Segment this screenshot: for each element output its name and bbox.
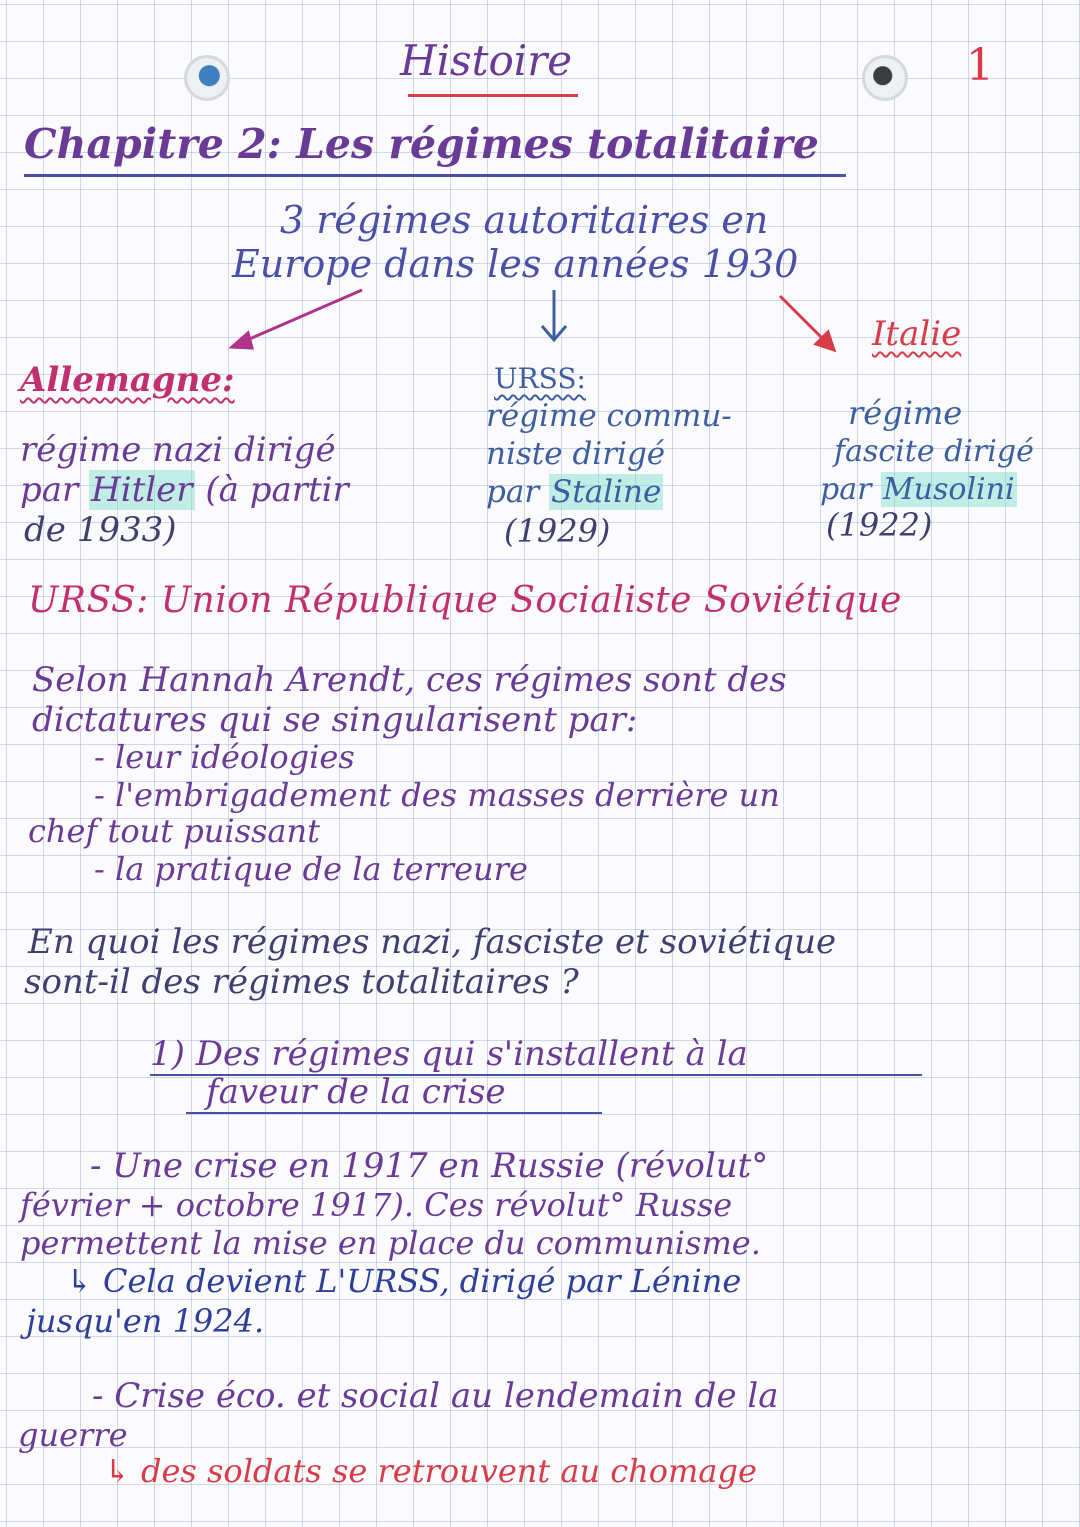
intro-line-1: 3 régimes autoritaires en: [280, 198, 769, 242]
urss-leader: Staline: [551, 474, 662, 510]
regime-italie-name: Italie: [872, 314, 962, 354]
urss-line-2: niste dirigé: [486, 436, 666, 472]
arendt-item-3: - la pratique de la terreure: [94, 850, 528, 888]
chapter-underline: [24, 174, 846, 177]
arendt-item-1: - leur idéologies: [94, 738, 355, 776]
arrow-left-icon: [232, 290, 362, 348]
italie-line-4: (1922): [826, 506, 933, 544]
italie-line-2: fascite dirigé: [834, 434, 1034, 469]
arrow-right-icon: [780, 296, 834, 350]
italie-line-3: [820, 472, 1017, 507]
chapter-title: Chapitre 2: Les régimes totalitaire: [24, 120, 819, 168]
crise-1-line-5: jusqu'en 1924.: [26, 1302, 265, 1340]
crise-1-line-2: février + octobre 1917). Ces révolut° Russe: [20, 1186, 733, 1224]
section-1-line-2: faveur de la crise: [206, 1072, 506, 1112]
crise-1-line-3: permettent la mise en place du communisme.: [20, 1224, 761, 1262]
urss-par: par: [486, 474, 549, 510]
allemagne-partir: (à partir: [194, 470, 349, 510]
regime-allemagne-name: Allemagne:: [20, 360, 235, 400]
question-line-2: sont-il des régimes totalitaires ?: [24, 962, 579, 1002]
allemagne-leader: Hitler: [91, 470, 193, 510]
urss-line-1: régime commu-: [486, 398, 732, 434]
crise-2-line-3: ↳ des soldats se retrouvent au chomage: [104, 1452, 757, 1490]
crise-1-line-4: ↳ Cela devient L'URSS, dirigé par Lénine: [66, 1262, 742, 1300]
arendt-line-2: dictatures qui se singularisent par:: [32, 700, 638, 740]
urss-definition: URSS: Union République Socialiste Soviétique: [28, 580, 902, 621]
crise-2-line-1: - Crise éco. et social au lendemain de la: [92, 1376, 779, 1416]
binder-hole-left: [184, 55, 230, 101]
section-1-underline-2: [186, 1112, 602, 1114]
binder-hole-right: [862, 55, 908, 101]
allemagne-par: par: [20, 470, 90, 510]
intro-line-2: Europe dans les années 1930: [232, 242, 799, 286]
arendt-item-2: - l'embrigadement des masses derrière un: [94, 776, 780, 814]
arendt-line-1: Selon Hannah Arendt, ces régimes sont des: [32, 660, 787, 700]
allemagne-line-2: [20, 470, 349, 510]
section-1-line-1: 1) Des régimes qui s'installent à la: [150, 1034, 748, 1074]
arrow-down-icon: [542, 290, 566, 340]
allemagne-line-1: régime nazi dirigé: [20, 430, 336, 470]
italie-line-1: régime: [848, 394, 963, 432]
urss-line-3: [486, 474, 663, 510]
urss-line-4: (1929): [504, 512, 611, 550]
page-number: 1: [966, 40, 994, 91]
allemagne-line-3: de 1933): [24, 510, 177, 550]
crise-2-line-2: guerre: [18, 1416, 128, 1454]
regime-urss-name: URSS:: [494, 362, 586, 395]
italie-leader: Musolini: [882, 472, 1015, 507]
question-line-1: En quoi les régimes nazi, fasciste et soviétique: [28, 922, 837, 962]
crise-1-line-1: - Une crise en 1917 en Russie (révolut°: [90, 1146, 769, 1186]
italie-par: par: [820, 472, 881, 507]
subject-title: Histoire: [400, 36, 573, 85]
arendt-item-2-cont: chef tout puissant: [28, 812, 320, 850]
subject-underline: [408, 94, 578, 97]
